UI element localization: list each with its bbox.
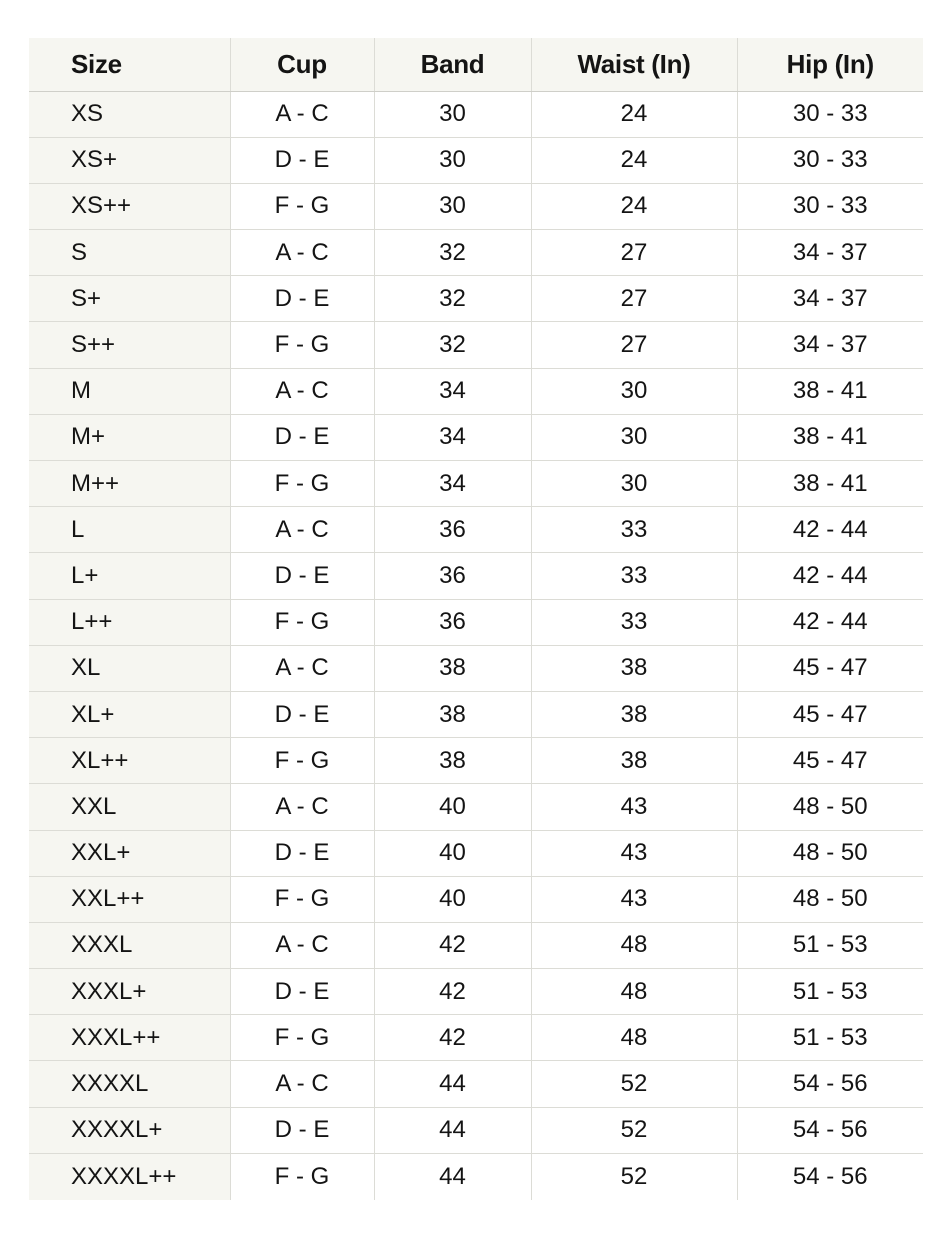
band-cell: 30 <box>374 91 531 137</box>
cup-cell: A - C <box>230 784 374 830</box>
table-row <box>29 1153 923 1199</box>
waist-cell: 48 <box>531 969 737 1015</box>
waist-cell: 48 <box>531 1015 737 1061</box>
cup-cell: D - E <box>230 691 374 737</box>
band-cell: 34 <box>374 368 531 414</box>
header-band: Band <box>374 38 531 91</box>
band-cell: 32 <box>374 322 531 368</box>
hip-cell: 45 - 47 <box>737 691 923 737</box>
table-row <box>29 876 923 922</box>
size-cell: XS+ <box>29 137 230 183</box>
waist-cell: 24 <box>531 183 737 229</box>
table-body <box>29 91 923 1200</box>
cup-cell: F - G <box>230 1153 374 1199</box>
table-row <box>29 91 923 137</box>
size-cell: XXXL++ <box>29 1015 230 1061</box>
hip-cell: 51 - 53 <box>737 922 923 968</box>
cup-cell: A - C <box>230 507 374 553</box>
hip-cell: 30 - 33 <box>737 137 923 183</box>
hip-cell: 34 - 37 <box>737 276 923 322</box>
header-row <box>29 38 923 91</box>
table-row <box>29 553 923 599</box>
band-cell: 38 <box>374 691 531 737</box>
table-row <box>29 691 923 737</box>
size-cell: S <box>29 230 230 276</box>
table-row <box>29 738 923 784</box>
waist-cell: 43 <box>531 830 737 876</box>
table-row <box>29 1015 923 1061</box>
cup-cell: F - G <box>230 461 374 507</box>
size-cell: M++ <box>29 461 230 507</box>
table-row <box>29 183 923 229</box>
waist-cell: 33 <box>531 553 737 599</box>
band-cell: 38 <box>374 738 531 784</box>
size-cell: XXXL+ <box>29 969 230 1015</box>
band-cell: 32 <box>374 230 531 276</box>
size-cell: S++ <box>29 322 230 368</box>
cup-cell: F - G <box>230 599 374 645</box>
waist-cell: 38 <box>531 645 737 691</box>
table-row <box>29 368 923 414</box>
waist-cell: 30 <box>531 414 737 460</box>
band-cell: 30 <box>374 183 531 229</box>
table-row <box>29 230 923 276</box>
size-chart-table <box>29 38 923 1200</box>
waist-cell: 52 <box>531 1107 737 1153</box>
band-cell: 42 <box>374 922 531 968</box>
table-row <box>29 276 923 322</box>
size-cell: XL <box>29 645 230 691</box>
hip-cell: 51 - 53 <box>737 969 923 1015</box>
size-cell: M+ <box>29 414 230 460</box>
band-cell: 44 <box>374 1153 531 1199</box>
hip-cell: 38 - 41 <box>737 461 923 507</box>
band-cell: 44 <box>374 1061 531 1107</box>
cup-cell: F - G <box>230 322 374 368</box>
size-cell: XXL <box>29 784 230 830</box>
waist-cell: 38 <box>531 738 737 784</box>
band-cell: 38 <box>374 645 531 691</box>
waist-cell: 33 <box>531 507 737 553</box>
size-cell: XL+ <box>29 691 230 737</box>
size-cell: XS++ <box>29 183 230 229</box>
size-cell: XXXXL <box>29 1061 230 1107</box>
waist-cell: 43 <box>531 876 737 922</box>
table-row <box>29 137 923 183</box>
cup-cell: D - E <box>230 969 374 1015</box>
waist-cell: 38 <box>531 691 737 737</box>
size-cell: XXXXL+ <box>29 1107 230 1153</box>
cup-cell: A - C <box>230 922 374 968</box>
waist-cell: 27 <box>531 322 737 368</box>
band-cell: 40 <box>374 784 531 830</box>
waist-cell: 30 <box>531 368 737 414</box>
hip-cell: 30 - 33 <box>737 91 923 137</box>
hip-cell: 34 - 37 <box>737 230 923 276</box>
table-row <box>29 1061 923 1107</box>
size-cell: XS <box>29 91 230 137</box>
table-row <box>29 461 923 507</box>
cup-cell: F - G <box>230 1015 374 1061</box>
hip-cell: 45 - 47 <box>737 738 923 784</box>
table-row <box>29 599 923 645</box>
size-cell: L++ <box>29 599 230 645</box>
hip-cell: 48 - 50 <box>737 830 923 876</box>
table-row <box>29 507 923 553</box>
cup-cell: D - E <box>230 414 374 460</box>
table-row <box>29 1107 923 1153</box>
band-cell: 36 <box>374 507 531 553</box>
hip-cell: 42 - 44 <box>737 507 923 553</box>
waist-cell: 30 <box>531 461 737 507</box>
hip-cell: 54 - 56 <box>737 1107 923 1153</box>
header-size: Size <box>29 38 230 91</box>
cup-cell: A - C <box>230 91 374 137</box>
waist-cell: 24 <box>531 137 737 183</box>
band-cell: 42 <box>374 969 531 1015</box>
cup-cell: F - G <box>230 738 374 784</box>
table-header <box>29 38 923 91</box>
cup-cell: D - E <box>230 1107 374 1153</box>
cup-cell: D - E <box>230 137 374 183</box>
band-cell: 34 <box>374 414 531 460</box>
waist-cell: 43 <box>531 784 737 830</box>
size-cell: XXL+ <box>29 830 230 876</box>
band-cell: 40 <box>374 876 531 922</box>
size-cell: XXXXL++ <box>29 1153 230 1199</box>
waist-cell: 27 <box>531 230 737 276</box>
hip-cell: 54 - 56 <box>737 1153 923 1199</box>
hip-cell: 45 - 47 <box>737 645 923 691</box>
size-cell: L <box>29 507 230 553</box>
hip-cell: 38 - 41 <box>737 368 923 414</box>
hip-cell: 42 - 44 <box>737 599 923 645</box>
table-row <box>29 784 923 830</box>
band-cell: 34 <box>374 461 531 507</box>
waist-cell: 27 <box>531 276 737 322</box>
table-row <box>29 969 923 1015</box>
band-cell: 36 <box>374 599 531 645</box>
waist-cell: 52 <box>531 1061 737 1107</box>
cup-cell: F - G <box>230 183 374 229</box>
band-cell: 42 <box>374 1015 531 1061</box>
waist-cell: 48 <box>531 922 737 968</box>
cup-cell: D - E <box>230 830 374 876</box>
hip-cell: 38 - 41 <box>737 414 923 460</box>
hip-cell: 30 - 33 <box>737 183 923 229</box>
table-row <box>29 922 923 968</box>
size-cell: S+ <box>29 276 230 322</box>
cup-cell: D - E <box>230 553 374 599</box>
waist-cell: 24 <box>531 91 737 137</box>
table-row <box>29 414 923 460</box>
cup-cell: F - G <box>230 876 374 922</box>
cup-cell: D - E <box>230 276 374 322</box>
hip-cell: 48 - 50 <box>737 876 923 922</box>
hip-cell: 34 - 37 <box>737 322 923 368</box>
cup-cell: A - C <box>230 645 374 691</box>
size-cell: L+ <box>29 553 230 599</box>
table-row <box>29 645 923 691</box>
header-hip: Hip (In) <box>737 38 923 91</box>
band-cell: 40 <box>374 830 531 876</box>
cup-cell: A - C <box>230 368 374 414</box>
size-cell: XL++ <box>29 738 230 784</box>
band-cell: 44 <box>374 1107 531 1153</box>
header-waist: Waist (In) <box>531 38 737 91</box>
hip-cell: 54 - 56 <box>737 1061 923 1107</box>
cup-cell: A - C <box>230 230 374 276</box>
table-row <box>29 322 923 368</box>
band-cell: 36 <box>374 553 531 599</box>
hip-cell: 42 - 44 <box>737 553 923 599</box>
header-cup: Cup <box>230 38 374 91</box>
table-row <box>29 830 923 876</box>
waist-cell: 52 <box>531 1153 737 1199</box>
band-cell: 32 <box>374 276 531 322</box>
hip-cell: 48 - 50 <box>737 784 923 830</box>
size-cell: XXXL <box>29 922 230 968</box>
size-cell: XXL++ <box>29 876 230 922</box>
cup-cell: A - C <box>230 1061 374 1107</box>
band-cell: 30 <box>374 137 531 183</box>
waist-cell: 33 <box>531 599 737 645</box>
hip-cell: 51 - 53 <box>737 1015 923 1061</box>
size-cell: M <box>29 368 230 414</box>
